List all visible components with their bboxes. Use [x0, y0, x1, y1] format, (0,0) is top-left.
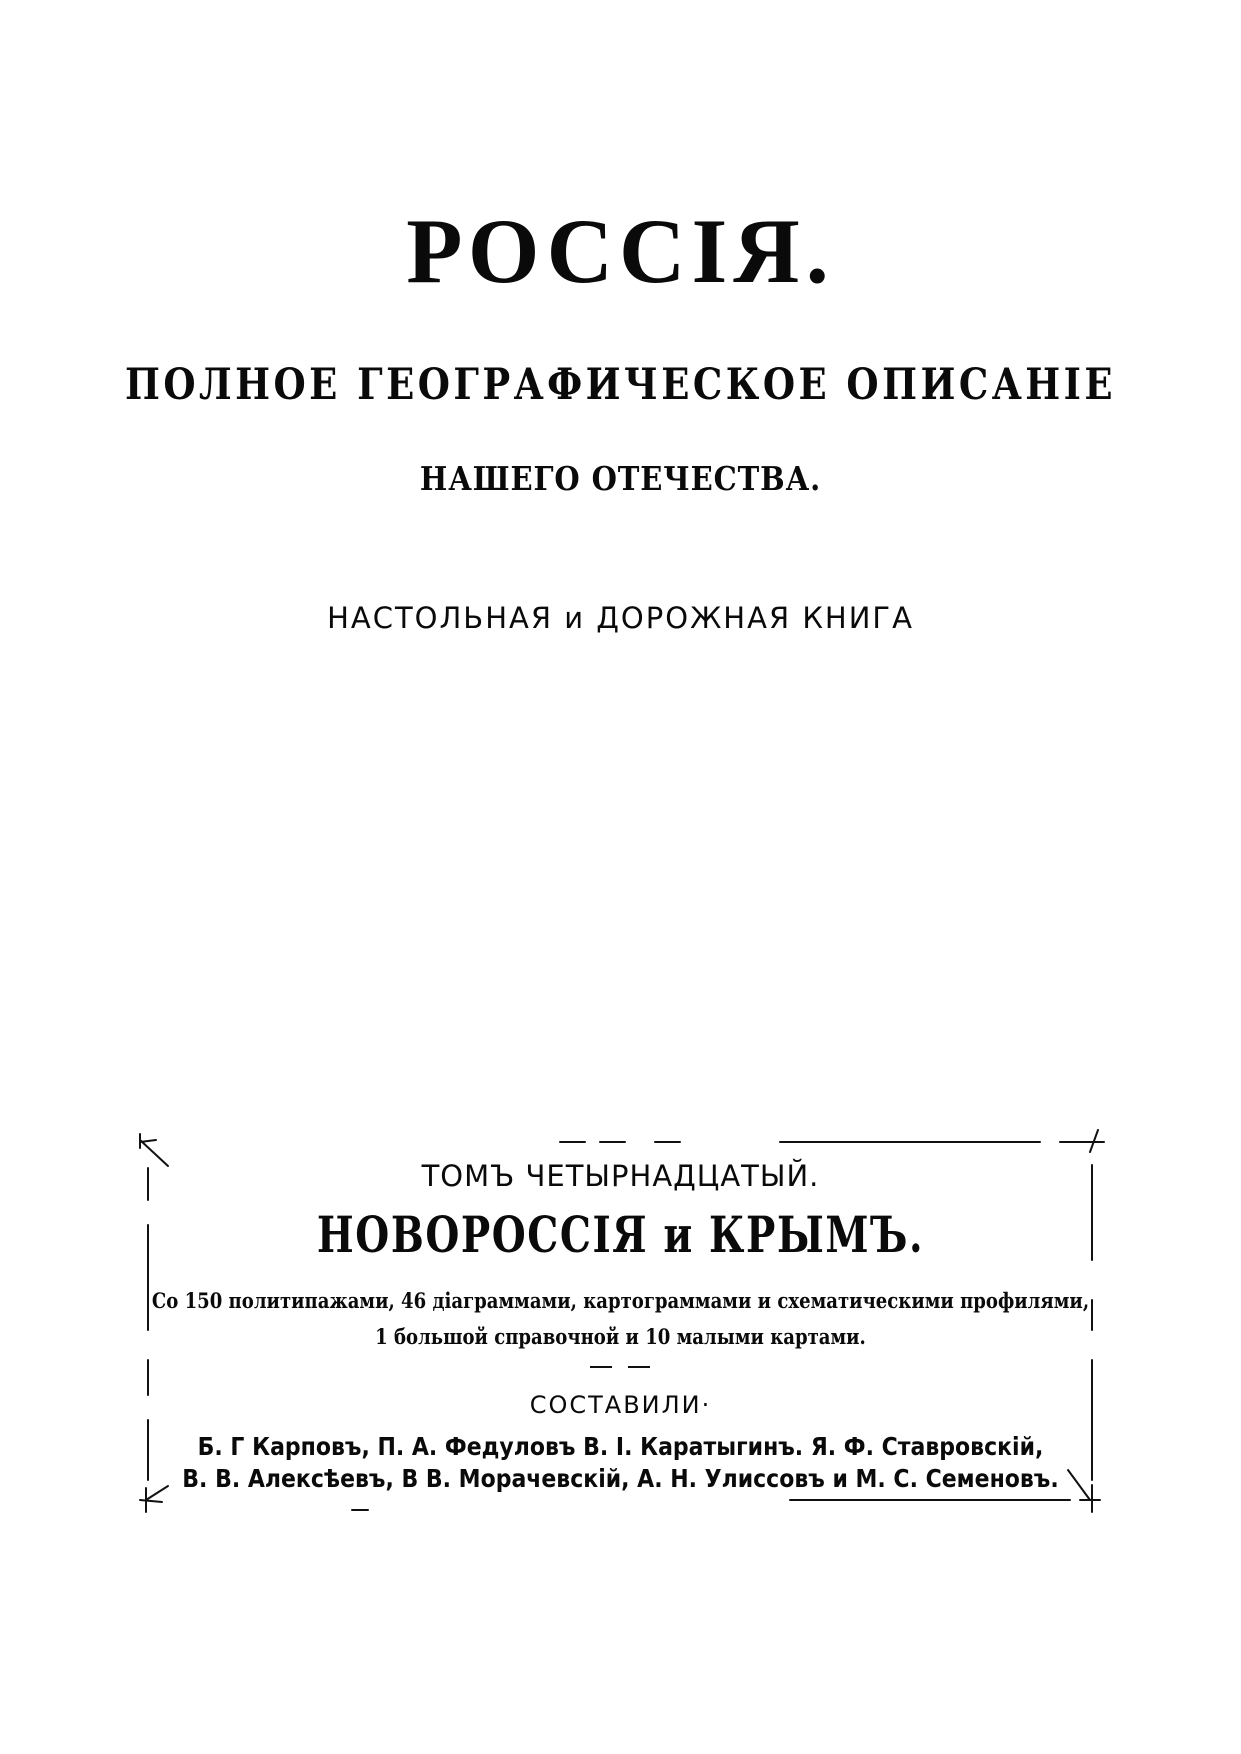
- subtitle-book-type: НАСТОЛЬНАЯ и ДОРОЖНАЯ КНИГА: [327, 601, 914, 635]
- illustrations-line-1: Со 150 политипажами, 46 діаграммами, картограммами и схематическими профилями,: [151, 1288, 1090, 1313]
- subtitle-description: ПОЛНОЕ ГЕОГРАФИЧЕСКОЕ ОПИСАНІЕ: [124, 360, 1117, 410]
- subtitle-fatherland: НАШЕГО ОТЕЧЕСТВА.: [419, 459, 822, 498]
- volume-title: НОВОРОССІЯ и КРЫМЪ.: [316, 1205, 925, 1264]
- illustrations-line-2: 1 большой справочной и 10 малыми картами.: [375, 1324, 866, 1349]
- compiled-by-label: СОСТАВИЛИ·: [529, 1391, 712, 1419]
- main-title: РОССІЯ.: [406, 200, 835, 302]
- volume-number: ТОМЪ ЧЕТЫРНАДЦАТЫЙ.: [421, 1159, 820, 1193]
- authors-line-2: В. В. Алексѣевъ, В В. Морачевскій, А. Н. Улиссовъ и М. С. Семеновъ.: [182, 1464, 1059, 1493]
- authors-line-1: Б. Г Карповъ, П. А. Федуловъ В. І. Каратыгинъ. Я. Ф. Ставровскій,: [197, 1432, 1044, 1461]
